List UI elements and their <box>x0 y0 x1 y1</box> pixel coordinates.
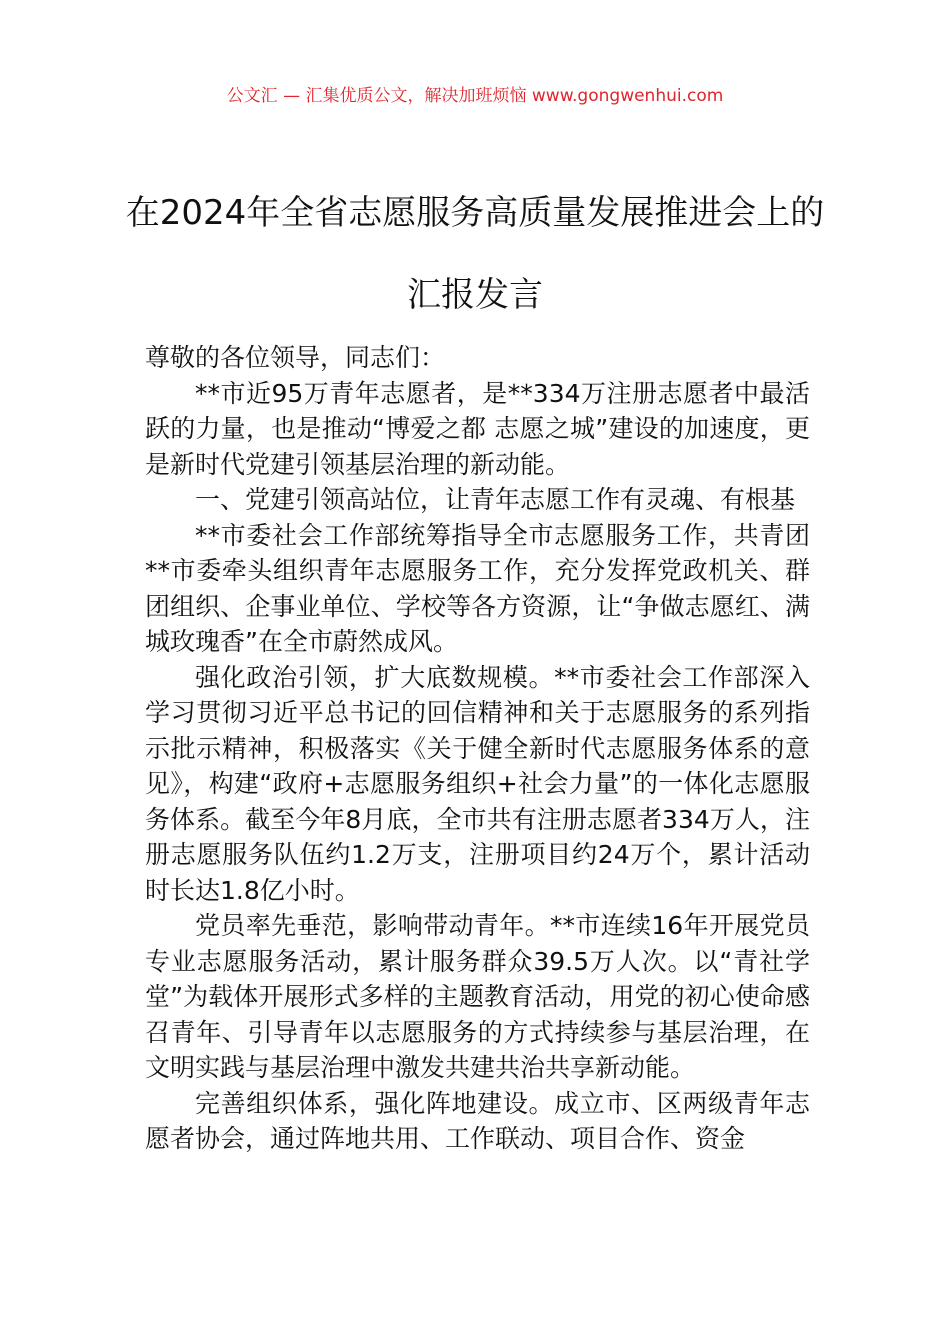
paragraph: **市委社会工作部统筹指导全市志愿服务工作，共青团**市委牵头组织青年志愿服务工作，充分发挥党政机关、群团组织、企事业单位、学校等各方资源，让“争做志愿红、满城玫瑰香”在全市蔚然成风。 <box>145 520 810 656</box>
salutation: 尊敬的各位领导，同志们： <box>145 343 446 372</box>
paragraph: 完善组织体系，强化阵地建设。成立市、区两级青年志愿者协会，通过阵地共用、工作联动、项目合作、资金 <box>145 1088 810 1153</box>
section-heading-1: 一、党建引领高站位，让青年志愿工作有灵魂、有根基 <box>195 485 796 514</box>
document-title: 在2024年全省志愿服务高质量发展推进会上的汇报发言 <box>125 193 825 315</box>
paragraph: 党员率先垂范，影响带动青年。**市连续16年开展党员专业志愿服务活动，累计服务群众39.5万人次。以“青社学堂”为载体开展形式多样的主题教育活动，用党的初心使命感召青年、引导青年以志愿服务的方式持续参与基层治理，在文明实践与基层治理中激发共建共治共享新动能。 <box>145 911 810 1082</box>
paragraph-intro: **市近95万青年志愿者，是**334万注册志愿者中最活跃的力量，也是推动“博爱之都 志愿之城”建设的加速度，更是新时代党建引领基层治理的新动能。 <box>145 378 810 479</box>
header-banner: 公文汇 — 汇集优质公文，解决加班烦恼 www.gongwenhui.com <box>226 86 724 106</box>
document-body <box>145 340 810 1157</box>
paragraph: 强化政治引领，扩大底数规模。**市委社会工作部深入学习贯彻习近平总书记的回信精神和关于志愿服务的系列指示批示精神，积极落实《关于健全新时代志愿服务体系的意见》，构建“政府+志愿服务组织+社会力量”的一体化志愿服务体系。截至今年8月底，全市共有注册志愿者334万人，注册志愿服务队伍约1.2万支，注册项目约24万个，累计活动时长达1.8亿小时。 <box>145 662 810 905</box>
